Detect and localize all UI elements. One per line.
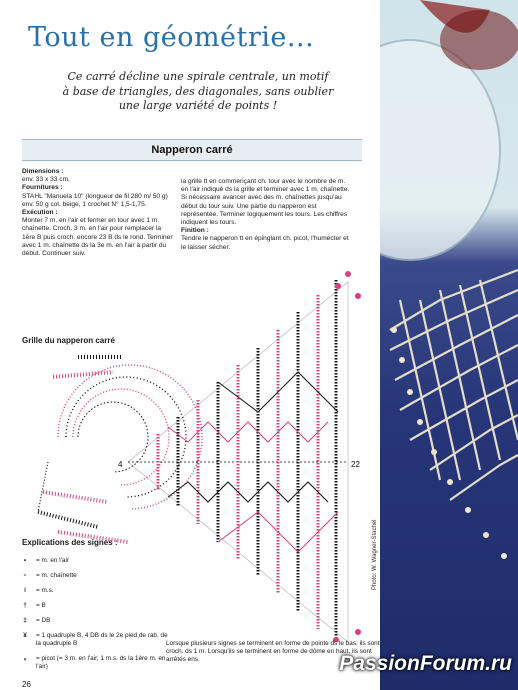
chart-note: Lorsque plusieurs signes se terminent en forme de pointe ds le bas, ils sont croch. ds 1 m. Lorsqu'ils se terminent en forme de dôme en haut, ils sont arrêtés ens.: [166, 640, 380, 663]
legend-text: = 1 quadruple B, 4 DB ds le 2e pied de rab. de la quadruple B: [36, 632, 168, 647]
section-header: [22, 139, 362, 161]
photo-credit: Photo: W. Wagner-Stachel: [372, 519, 378, 590]
doily-photo: [380, 0, 518, 690]
picot-icon: ₒ: [23, 655, 27, 662]
round-number-left: 4: [118, 460, 123, 469]
legend-item: [18, 617, 168, 625]
legend-item: [18, 587, 168, 595]
intro-line-3: une large variété de points !: [118, 99, 278, 112]
finition-text: Tendre le napperon tt en épinglant ch. picot, l'humecter et le laisser sécher.: [181, 235, 349, 251]
section-title: Napperon carré: [151, 144, 233, 156]
legend-item: [18, 557, 168, 565]
legend-item: [18, 572, 168, 580]
legend-text: = B: [36, 602, 46, 609]
spiral-motif: [38, 357, 202, 542]
dimensions-label: Dimensions :: [22, 168, 64, 175]
fournitures-label: Fournitures :: [22, 184, 63, 192]
legend-text: = m.s.: [36, 587, 54, 594]
execution-label: Exécution :: [22, 209, 58, 217]
legend-title: Explications des signes :: [22, 538, 118, 547]
cluster-icon: ¥: [23, 632, 27, 639]
legend-text: = m. chaînette: [36, 572, 77, 579]
chart-caption: Grille du napperon carré: [22, 336, 115, 345]
instructions-column-1: [22, 168, 174, 258]
round-number-right: 22: [351, 460, 360, 469]
legend-item: [18, 655, 168, 671]
double-crochet-icon: †: [23, 602, 27, 609]
legend-text: = picot (= 3 m. en l'air, 1 m.s. ds la 1ère m. en l'air): [36, 655, 166, 670]
instructions-column-2: [181, 178, 351, 252]
fournitures-text: STAHL "Manuela 10" (longueur de fil 280 m/ 50 g) env. 50 g col. beige, 1 crochet N° 1,5-1,75.: [22, 192, 168, 208]
site-watermark: PassionForum.ru: [339, 652, 512, 675]
chain-stitch-icon: •: [23, 557, 27, 564]
single-crochet-icon: ǀ: [24, 587, 26, 594]
legend-item: [18, 632, 168, 648]
execution-text: Monter 7 m. en l'air et fermer en tour avec 1 m. chaînette. Croch. 3 m. en l'air pour remplacer la 1ère B puis croch. encore 23 B ds le rond. Terminer avec 1 m. chaînette ds la 3e m. en l'air à partir du début. Continuer suiv.: [22, 217, 173, 258]
dimensions-text: env. 33 x 33 cm.: [22, 176, 70, 184]
intro-line-1: Ce carré décline une spirale centrale, un motif: [67, 70, 329, 83]
treble-crochet-icon: ‡: [23, 617, 27, 624]
legend-item: [18, 602, 168, 610]
page-number: 26: [22, 680, 31, 689]
intro-line-2: à base de triangles, des diagonales, sans oublier: [62, 84, 334, 98]
intro-text: [28, 70, 368, 114]
slip-stitch-icon: •: [23, 572, 27, 579]
legend-text: = DB: [36, 617, 51, 624]
stitch-legend: [18, 557, 168, 678]
instructions-continued: la grille tt en commençant ch. tour avec le nombre de m. en l'air indiqué ds la grille et terminer avec 1 m. chaînette. Si nécessaire avancer avec des m. chaînettes jusqu'au début du tour suiv. Une partie du napperon est représentée. Terminer logiquement les tours. Les chiffres indiquent les tours.: [181, 178, 350, 227]
legend-text: = m. en l'air: [36, 557, 70, 564]
page-title: Tout en géométrie...: [28, 22, 315, 53]
finition-label: Finition :: [181, 227, 209, 235]
